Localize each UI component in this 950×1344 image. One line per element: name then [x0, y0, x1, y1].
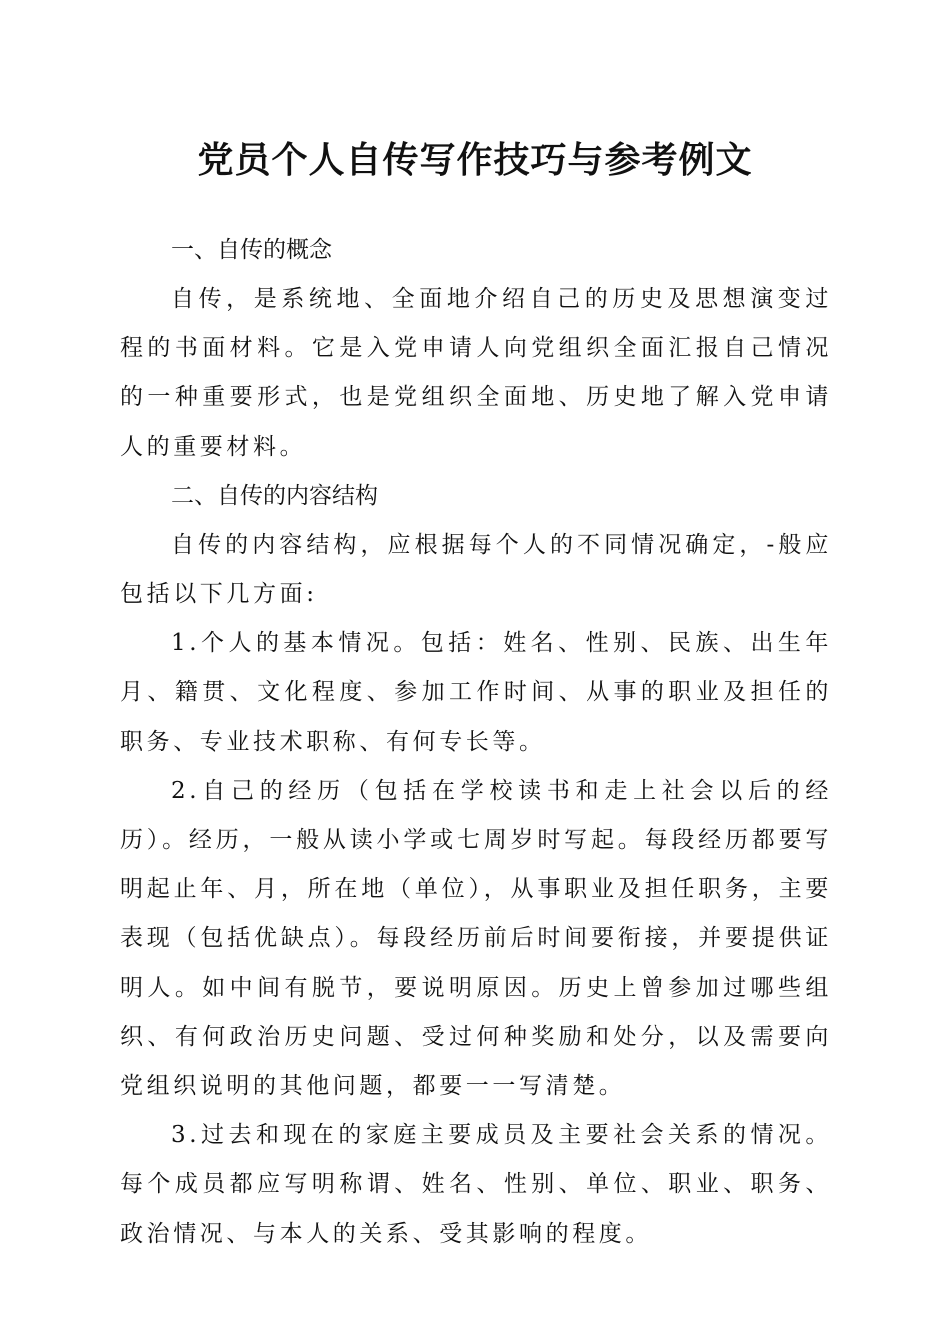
paragraph-structure-intro: 自传的内容结构，应根据每个人的不同情况确定，-般应包括以下几方面:: [120, 531, 832, 608]
section-heading-concept: 一、自传的概念: [171, 237, 332, 263]
paragraph-item-family: 3.过去和现在的家庭主要成员及主要社会关系的情况。每个成员都应写明称谓、姓名、性别、单位、职业、职务、政治情况、与本人的关系、受其影响的程度。: [120, 1122, 832, 1247]
section-heading-structure: 二、自传的内容结构: [171, 482, 378, 509]
paragraph-concept-definition: 自传，是系统地、全面地介绍自己的历史及思想演变过程的书面材料。它是入党申请人向党组织全面汇报自己情况的一种重要形式，也是党组织全面地、历史地了解入党申请人的重要材料。: [120, 286, 832, 460]
document-body: [120, 226, 832, 1259]
paragraph-item-basic-info: 1.个人的基本情况。包括：姓名、性别、民族、出生年月、籍贯、文化程度、参加工作时间、从事的职业及担任的职务、专业技术职称、有何专长等。: [120, 630, 832, 755]
document-title: 党员个人自传写作技巧与参考例文: [197, 139, 753, 181]
paragraph-item-experience: 2.自己的经历（包括在学校读书和走上社会以后的经历）。经历，一般从读小学或七周岁时写起。每段经历都要写明起止年、月，所在地（单位），从事职业及担任职务，主要表现（包括优缺点）。每段经历前后时间要衔接，并要提供证明人。如中间有脱节，要说明原因。历史上曾参加过哪些组织、有何政治历史问题、受过何种奖励和处分，以及需要向党组织说明的其他问题，都要一一写清楚。: [120, 777, 832, 1100]
